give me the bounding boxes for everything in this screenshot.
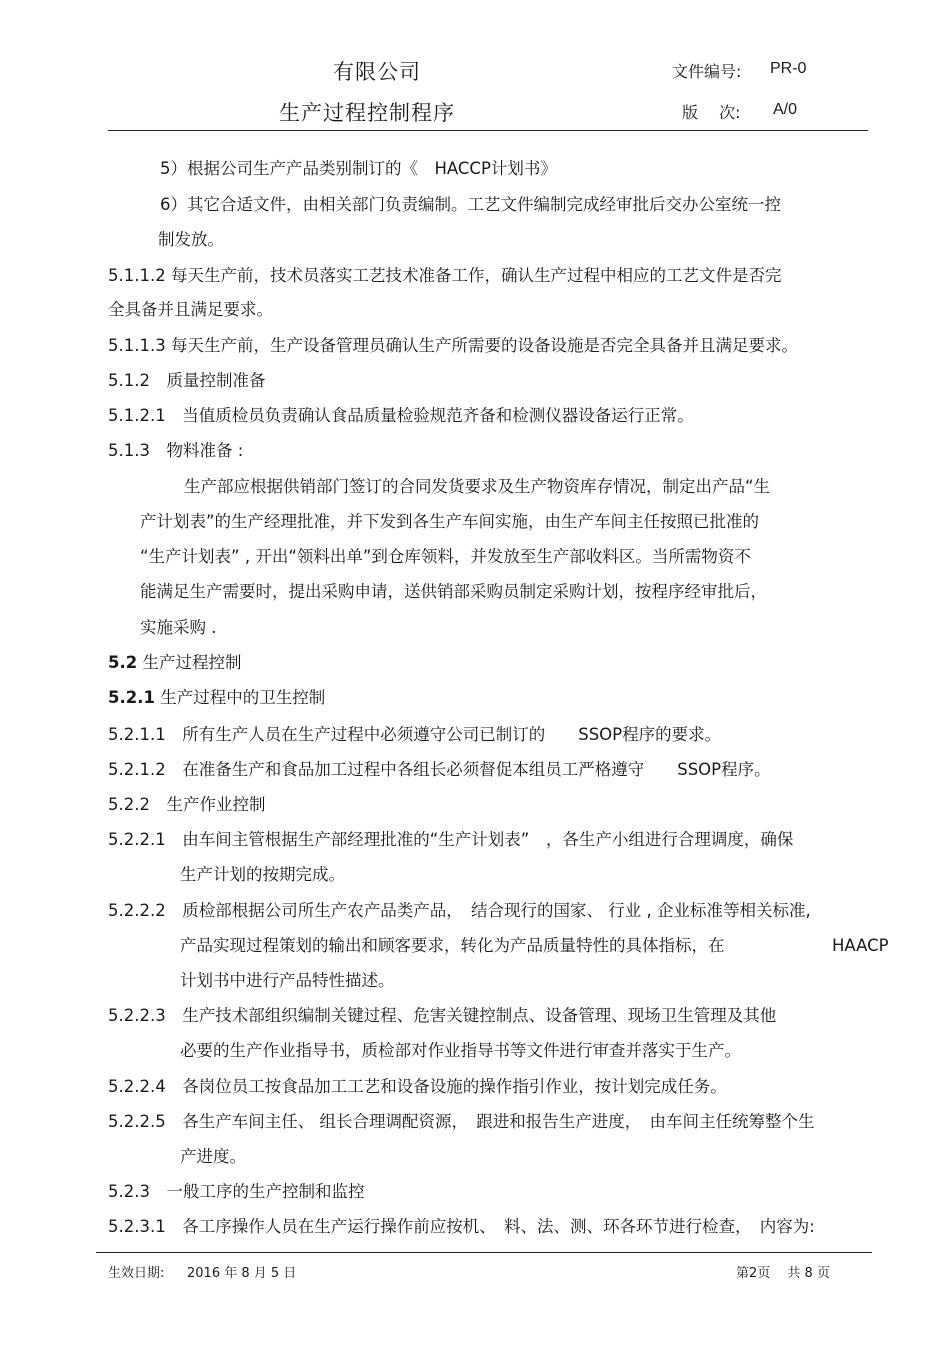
page-number: 第2页 共 8 页 [736, 1266, 830, 1281]
paragraph-line: 5.2.2.5 各生产车间主任、 组长合理调配资源， 跟进和报告生产进度， 由车间主任统筹整个生 [108, 1112, 815, 1131]
section-title: 生产过程中的卫生控制 [154, 688, 326, 707]
paragraph-line: 6）其它合适文件，由相关部门负责编制。工艺文件编制完成经审批后交办公室统一控 [160, 195, 781, 214]
footer-divider [96, 1252, 872, 1253]
paragraph-line: 5.2.2.3 生产技术部组织编制关键过程、危害关键控制点、设备管理、现场卫生管理及其他 [108, 1006, 777, 1025]
paragraph-line: 5.2.2.4 各岗位员工按食品加工工艺和设备设施的操作指引作业，按计划完成任务。 [108, 1077, 727, 1096]
section-heading [108, 688, 325, 708]
section-heading [108, 653, 241, 673]
paragraph-line: “生产计划表” , 开出“领料出单”到仓库领料，并发放至生产部收料区。当所需物资不 [140, 547, 751, 566]
section-number: 5.2.1 [108, 688, 155, 707]
paragraph-line: 5.1.1.2 每天生产前，技术员落实工艺技术准备工作，确认生产过程中相应的工艺文件是否完 [108, 266, 782, 285]
section-number: 5.2 [108, 653, 138, 672]
paragraph-line: 5）根据公司生产产品类别制订的《 HACCP计划书》 [160, 159, 557, 178]
paragraph-line: 5.2.2.2 质检部根据公司所生产农产品类产品， 结合现行的国家、 行业 , 企业标准等相关标准, [108, 901, 811, 920]
section-heading: 5.1.2 质量控制准备 [108, 371, 266, 390]
header-divider [108, 130, 868, 131]
section-title: 生产过程控制 [137, 653, 242, 672]
company-name: 有限公司 [333, 60, 421, 84]
paragraph-line: 能满足生产需要时，提出采购申请，送供销部采购员制定采购计划，按程序经审批后， [140, 582, 767, 601]
paragraph-line: 5.1.1.3 每天生产前，生产设备管理员确认生产所需要的设备设施是否完全具备并且满足要求。 [108, 336, 798, 355]
version-value: A/0 [773, 101, 798, 118]
effective-date-label: 生效日期: [108, 1266, 165, 1281]
document-title: 生产过程控制程序 [279, 101, 455, 125]
effective-date: 2016 年 8 月 5 日 [187, 1266, 297, 1281]
paragraph-line: 实施采购 . [140, 618, 217, 637]
paragraph-line: 5.2.2.1 由车间主管根据生产部经理批准的“生产计划表” ，各生产小组进行合理调度，确保 [108, 830, 794, 849]
section-heading: 5.1.3 物料准备 : [108, 441, 244, 460]
paragraph-term: HAACP [832, 936, 889, 955]
doc-number-label: 文件编号: [672, 62, 742, 81]
paragraph-line: 5.2.1.1 所有生产人员在生产过程中必须遵守公司已制订的 SSOP程序的要求。 [108, 725, 722, 744]
section-heading: 5.2.3 一般工序的生产控制和监控 [108, 1182, 365, 1201]
paragraph-line: 5.1.2.1 当值质检员负责确认食品质量检验规范齐备和检测仪器设备运行正常。 [108, 406, 694, 425]
paragraph-line: 计划书中进行产品特性描述。 [180, 971, 395, 990]
paragraph-line: 产进度。 [180, 1147, 246, 1166]
paragraph-line: 生产计划的按期完成。 [180, 865, 345, 884]
paragraph-line: 5.2.3.1 各工序操作人员在生产运行操作前应按机、 料、法、测、环各环节进行检查， 内容为: [108, 1217, 815, 1236]
paragraph-line: 产品实现过程策划的输出和顾客要求，转化为产品质量特性的具体指标，在 [180, 936, 725, 955]
doc-number-value: PR-0 [770, 60, 807, 77]
paragraph-line: 全具备并且满足要求。 [108, 300, 273, 319]
paragraph-line: 必要的生产作业指导书，质检部对作业指导书等文件进行审查并落实于生产。 [180, 1041, 741, 1060]
paragraph-line: 5.2.1.2 在准备生产和食品加工过程中各组长必须督促本组员工严格遵守 SSOP程序。 [108, 760, 771, 779]
paragraph-line: 生产部应根据供销部门签订的合同发货要求及生产物资库存情况，制定出产品“生 [184, 477, 771, 496]
section-heading: 5.2.2 生产作业控制 [108, 795, 266, 814]
paragraph-line: 产计划表”的生产经理批准，并下发到各生产车间实施，由生产车间主任按照已批准的 [140, 512, 760, 531]
paragraph-line: 制发放。 [158, 230, 224, 249]
version-label: 版 次: [682, 103, 741, 122]
